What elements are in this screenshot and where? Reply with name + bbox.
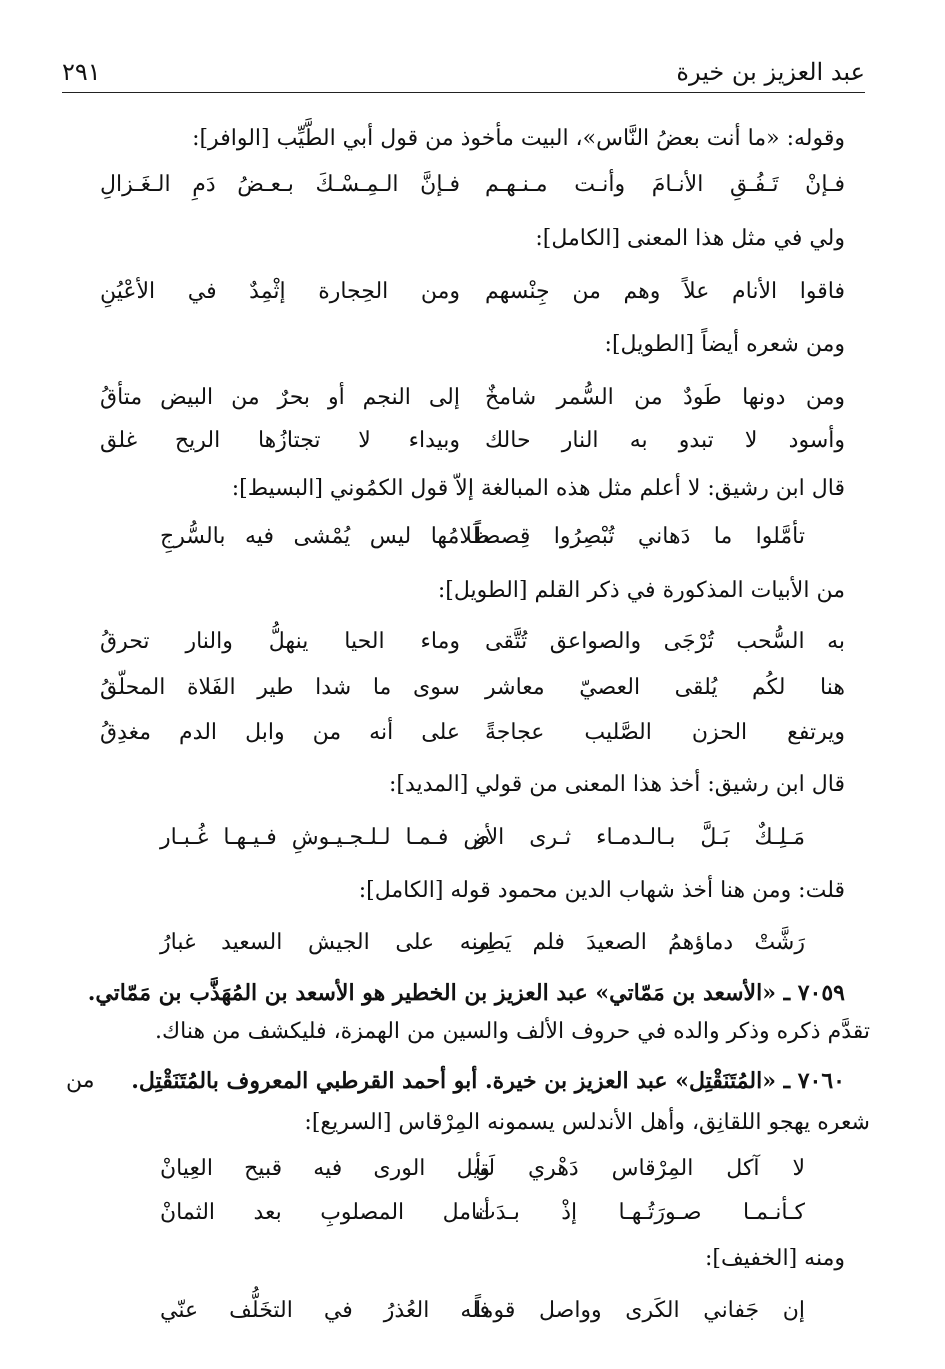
page-number: ٢٩١ [62,58,101,86]
verse-second-hemistich: ويل الورى فيه قبيح العِيانْ [160,1156,490,1181]
prose-line-continuation: من [66,1068,95,1093]
verse-second-hemistich: وماء الحيا ينهلُّ والنار تحرقُ [100,629,460,654]
verse-first-hemistich: لا آكل المِرْقاس دَهْري لَتأ [475,1156,805,1181]
verse-line [100,383,845,423]
verse-second-hemistich: ض فـمـا لـلـجـيـوشِ فـيـهـا غُـبـار [160,825,490,850]
verse-line [100,928,845,968]
verse-second-hemistich: فـإنَّ الـمِـسْـكَ بـعـضُ دَمِ الـغَـزالِ [100,172,460,197]
verse-second-hemistich: سوى ما شدا طير الفَلاة المحلّقُ [100,675,460,700]
verse-second-hemistich: أنامل المصلوبِ بعد الثمانْ [160,1200,490,1225]
verse-line [100,823,845,863]
verse-line [100,522,845,562]
verse-second-hemistich: على أنه من وابل الدم مغدِقُ [100,720,460,745]
verse-first-hemistich: مَـلِـكٌ بَـلَّ بـالـدمـاء ثـرى الأر [475,825,805,850]
verse-first-hemistich: هنا لكُم يُلقى العصيّ معاشر [485,675,845,700]
verse-line [100,1198,845,1238]
verse-first-hemistich: تأمَّلوا ما دَهاني تُبْصِرُوا قِصصاً [475,524,805,549]
verse-second-hemistich: فله العُذرُ في التخَلُّف عنّي [160,1298,490,1323]
verse-first-hemistich: كـأنـمـا صـورَتُـهـا إذْ بـدَت [475,1200,805,1225]
verse-line [100,627,845,667]
prose-line: من الأبيات المذكورة في ذكر القلم [الطويل]: [437,578,845,603]
verse-second-hemistich: إلى النجم أو بحرٌ من البيض متأقُ [100,385,460,410]
verse-line [100,1154,845,1194]
verse-line [100,718,845,758]
verse-second-hemistich: ومن الحِجارة إثْمِدٌ في الأعْيُنِ [100,279,460,304]
entry-heading: ٧٠٥٩ ـ «الأسعد بن مَمّاتي» عبد العزيز بن الخطير هو الأسعد بن المُهَذَّب بن مَمّاتي. [87,980,845,1006]
verse-first-hemistich: فـإنْ تَـفُـقِ الأنـامَ وأنـت مـنـهـم [485,172,845,197]
running-title: عبد العزيز بن خيرة [676,58,865,86]
entry-heading: ٧٠٦٠ ـ «المُتَنَقْتِل» عبد العزيز بن خيرة. أبو أحمد القرطبي المعروف بالمُتَنَقْتِل. [131,1068,845,1094]
prose-line: ومنه [الخفيف]: [705,1246,845,1271]
verse-first-hemistich: وأسود لا تبدو به النار حالك [485,428,845,453]
prose-line: قلت: ومن هنا أخذ شهاب الدين محمود قوله [الكامل]: [358,878,845,903]
verse-first-hemistich: ويرتفع الحزن الصَّليب عجاجةً [485,720,845,745]
verse-line [100,1296,845,1336]
verse-second-hemistich: ظَلامُها ليس يُمْشى فيه بالسُّرجِ [160,524,490,549]
verse-line [100,426,845,466]
prose-line: شعره يهجو اللقانِق، وأهل الأندلس يسمونه المِرْقاس [السريع]: [304,1110,870,1135]
verse-first-hemistich: إن جَفاني الكَرى وواصل قوماً [475,1298,805,1323]
verse-first-hemistich: رَشَّتْ دماؤهمُ الصعيدَ فلم يَطِر [475,930,805,955]
prose-line: تقدَّم ذكره وذكر والده في حروف الألف والسين من الهمزة، فليكشف من هناك. [155,1019,870,1044]
prose-line: ولي في مثل هذا المعنى [الكامل]: [535,226,845,251]
prose-line: قال ابن رشيق: أخذ هذا المعنى من قولي [المديد]: [388,772,845,797]
verse-first-hemistich: ومن دونها طَودٌ من السُّمر شامخٌ [485,385,845,410]
prose-line: وقوله: «ما أنت بعضُ النَّاس»، البيت مأخوذ من قول أبي الطَّيِّب [الوافر]: [192,126,845,151]
verse-line [100,673,845,713]
verse-first-hemistich: فاقوا الأنام علاً وهم من جِنْسهم [485,279,845,304]
prose-line: ومن شعره أيضاً [الطويل]: [604,332,845,357]
verse-line [100,170,845,210]
verse-line [100,277,845,317]
verse-second-hemistich: منه على الجيش السعيد غبارُ [160,930,490,955]
verse-first-hemistich: به السُّحب تُرْجَى والصواعق تُتَّقى [485,629,845,654]
verse-second-hemistich: وبيداء لا تجتازُها الريح غلق [100,428,460,453]
prose-line: قال ابن رشيق: لا أعلم مثل هذه المبالغة إلاّ قول الكمُوني [البسيط]: [231,476,845,501]
page-header [62,52,865,93]
